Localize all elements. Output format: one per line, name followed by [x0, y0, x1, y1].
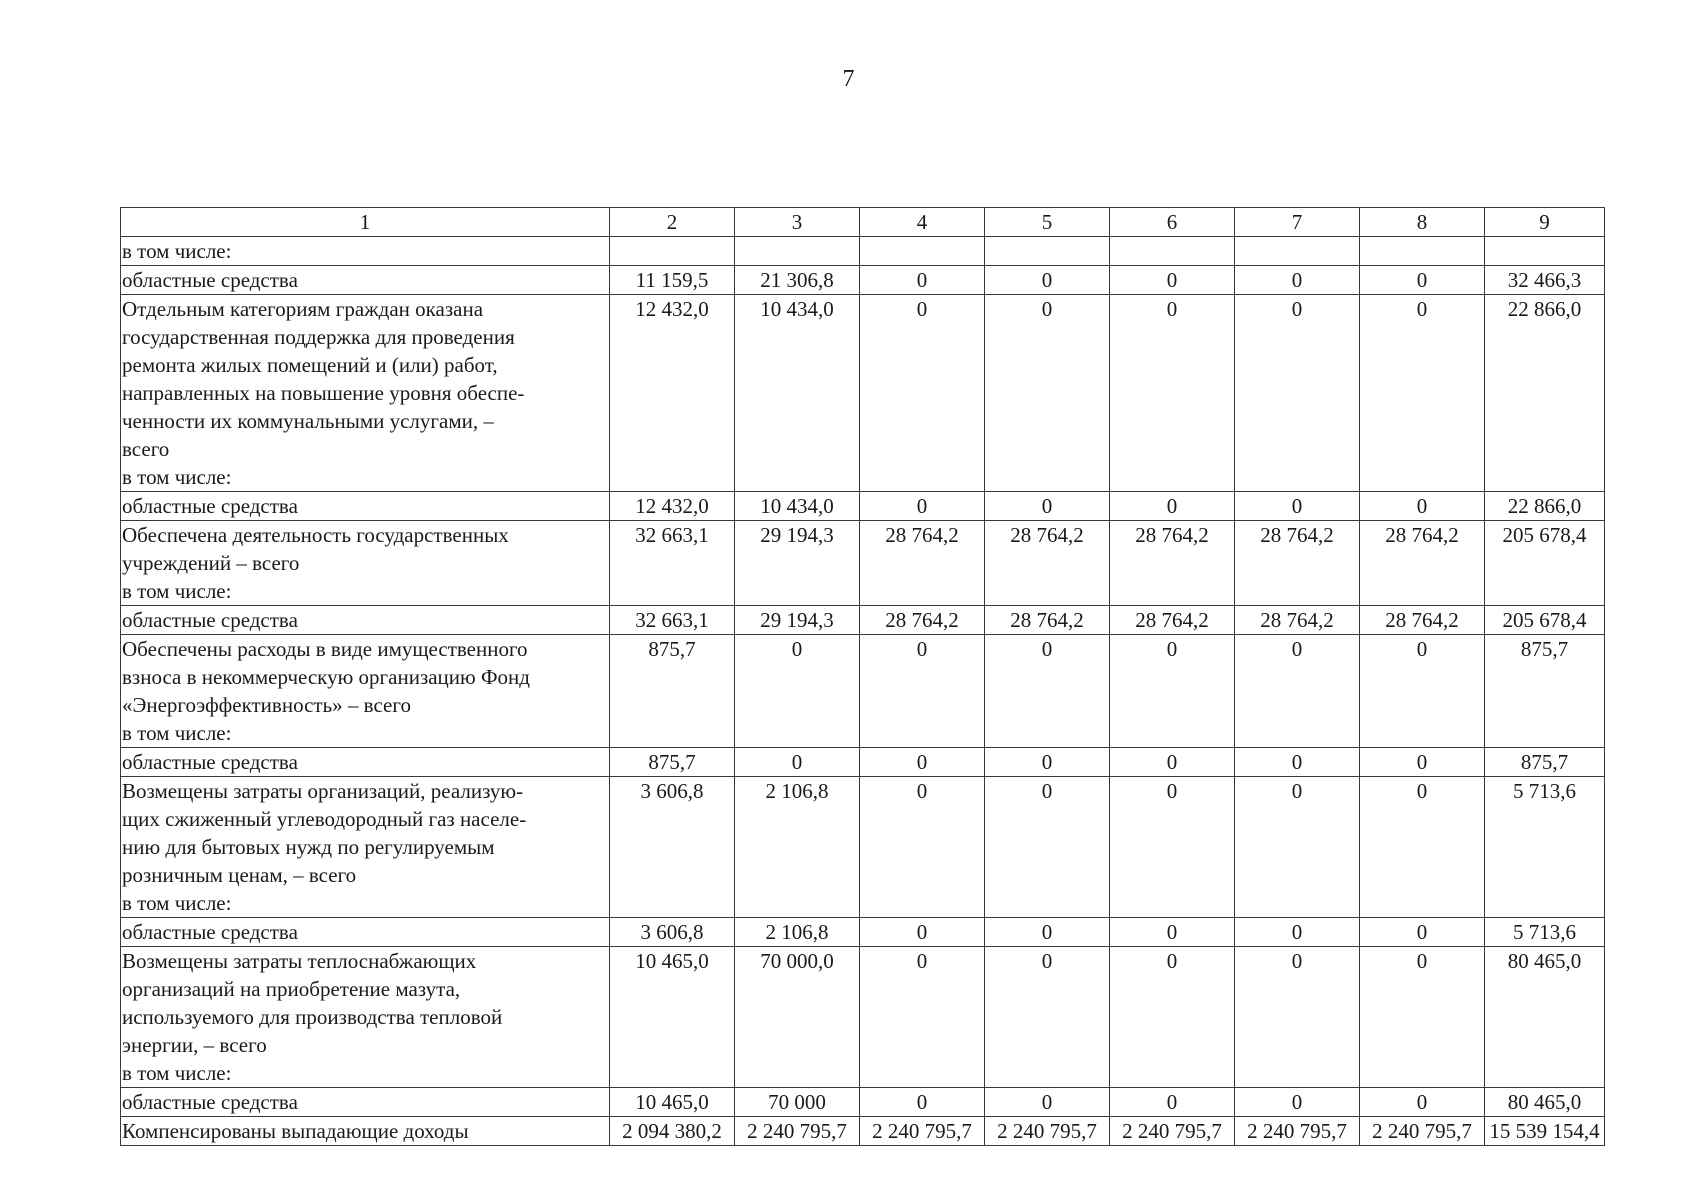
- value-cell: 0: [1235, 947, 1360, 1088]
- value-cell: 0: [1360, 492, 1485, 521]
- value-cell: 0: [860, 635, 985, 748]
- row-label: областные средства: [121, 918, 610, 947]
- value-cell: 0: [1360, 1088, 1485, 1117]
- value-cell: 0: [985, 777, 1110, 918]
- value-cell: 28 764,2: [860, 606, 985, 635]
- table-row: [121, 777, 1605, 918]
- value-cell: 0: [1235, 748, 1360, 777]
- value-cell: 70 000,0: [735, 947, 860, 1088]
- value-cell: 29 194,3: [735, 606, 860, 635]
- value-cell: 22 866,0: [1485, 295, 1605, 492]
- value-cell: 0: [1360, 635, 1485, 748]
- value-cell: 10 434,0: [735, 295, 860, 492]
- value-cell: [985, 237, 1110, 266]
- column-header: 7: [1235, 208, 1360, 237]
- row-label: Отдельным категориям граждан оказана государственная поддержка для проведения ремонта жилых помещений и (или) работ, направленных на повышение уровня обеспе- ченности их коммунальными услугами, – всего в том числе:: [121, 295, 610, 492]
- value-cell: 15 539 154,4: [1485, 1117, 1605, 1146]
- value-cell: 0: [985, 918, 1110, 947]
- value-cell: 12 432,0: [610, 492, 735, 521]
- value-cell: 12 432,0: [610, 295, 735, 492]
- value-cell: 0: [1360, 748, 1485, 777]
- value-cell: 0: [860, 266, 985, 295]
- value-cell: 0: [985, 1088, 1110, 1117]
- value-cell: 0: [985, 748, 1110, 777]
- value-cell: 10 465,0: [610, 947, 735, 1088]
- value-cell: 2 240 795,7: [1110, 1117, 1235, 1146]
- table-row: [121, 606, 1605, 635]
- row-label: Возмещены затраты организаций, реализую- щих сжиженный углеводородный газ населе- нию для бытовых нужд по регулируемым розничным ценам, – всего в том числе:: [121, 777, 610, 918]
- row-label: областные средства: [121, 1088, 610, 1117]
- value-cell: 0: [1235, 777, 1360, 918]
- table-row: [121, 1088, 1605, 1117]
- value-cell: 0: [1110, 918, 1235, 947]
- value-cell: 0: [1110, 947, 1235, 1088]
- table-row: [121, 492, 1605, 521]
- value-cell: 10 465,0: [610, 1088, 735, 1117]
- column-header-row: [121, 208, 1605, 237]
- value-cell: 0: [985, 295, 1110, 492]
- value-cell: 0: [1235, 266, 1360, 295]
- row-label: областные средства: [121, 492, 610, 521]
- value-cell: 2 240 795,7: [1235, 1117, 1360, 1146]
- value-cell: 205 678,4: [1485, 521, 1605, 606]
- value-cell: [1235, 237, 1360, 266]
- value-cell: 0: [860, 492, 985, 521]
- value-cell: 0: [1360, 295, 1485, 492]
- value-cell: 0: [985, 635, 1110, 748]
- value-cell: 0: [1110, 635, 1235, 748]
- column-header: 9: [1485, 208, 1605, 237]
- value-cell: 0: [860, 777, 985, 918]
- value-cell: 0: [735, 635, 860, 748]
- value-cell: 0: [1235, 635, 1360, 748]
- value-cell: 2 240 795,7: [985, 1117, 1110, 1146]
- value-cell: 29 194,3: [735, 521, 860, 606]
- value-cell: 28 764,2: [1110, 521, 1235, 606]
- table-row: [121, 947, 1605, 1088]
- value-cell: 10 434,0: [735, 492, 860, 521]
- value-cell: 5 713,6: [1485, 777, 1605, 918]
- value-cell: 0: [860, 918, 985, 947]
- value-cell: 0: [735, 748, 860, 777]
- value-cell: 11 159,5: [610, 266, 735, 295]
- value-cell: 0: [985, 492, 1110, 521]
- value-cell: 5 713,6: [1485, 918, 1605, 947]
- column-header: 8: [1360, 208, 1485, 237]
- table-row: [121, 521, 1605, 606]
- value-cell: 0: [1110, 748, 1235, 777]
- value-cell: 0: [1235, 492, 1360, 521]
- value-cell: 0: [1235, 295, 1360, 492]
- column-header: 1: [121, 208, 610, 237]
- table-row: [121, 237, 1605, 266]
- value-cell: 875,7: [1485, 748, 1605, 777]
- row-label: областные средства: [121, 748, 610, 777]
- column-header: 5: [985, 208, 1110, 237]
- value-cell: [1360, 237, 1485, 266]
- column-header: 4: [860, 208, 985, 237]
- table-row: [121, 918, 1605, 947]
- value-cell: 0: [1110, 1088, 1235, 1117]
- row-label: областные средства: [121, 266, 610, 295]
- value-cell: 70 000: [735, 1088, 860, 1117]
- value-cell: [735, 237, 860, 266]
- value-cell: 0: [985, 266, 1110, 295]
- value-cell: [610, 237, 735, 266]
- table-row: [121, 635, 1605, 748]
- row-label: Возмещены затраты теплоснабжающих организаций на приобретение мазута, используемого для производства тепловой энергии, – всего в том числе:: [121, 947, 610, 1088]
- value-cell: 2 240 795,7: [860, 1117, 985, 1146]
- value-cell: 0: [1110, 777, 1235, 918]
- value-cell: 22 866,0: [1485, 492, 1605, 521]
- value-cell: 28 764,2: [1360, 521, 1485, 606]
- value-cell: 0: [860, 1088, 985, 1117]
- value-cell: 0: [1235, 1088, 1360, 1117]
- value-cell: 28 764,2: [860, 521, 985, 606]
- row-label: Обеспечена деятельность государственных учреждений – всего в том числе:: [121, 521, 610, 606]
- value-cell: [1110, 237, 1235, 266]
- value-cell: 0: [1110, 492, 1235, 521]
- value-cell: 0: [860, 295, 985, 492]
- value-cell: [860, 237, 985, 266]
- row-label: в том числе:: [121, 237, 610, 266]
- value-cell: 0: [1235, 918, 1360, 947]
- table-body: [121, 237, 1605, 1146]
- value-cell: 21 306,8: [735, 266, 860, 295]
- column-header: 2: [610, 208, 735, 237]
- value-cell: 875,7: [610, 635, 735, 748]
- value-cell: 2 094 380,2: [610, 1117, 735, 1146]
- value-cell: 2 106,8: [735, 777, 860, 918]
- value-cell: 80 465,0: [1485, 947, 1605, 1088]
- value-cell: 32 466,3: [1485, 266, 1605, 295]
- column-header: 3: [735, 208, 860, 237]
- value-cell: 0: [1360, 947, 1485, 1088]
- column-header: 6: [1110, 208, 1235, 237]
- value-cell: 0: [1110, 266, 1235, 295]
- value-cell: 0: [860, 748, 985, 777]
- table-row: [121, 295, 1605, 492]
- value-cell: 0: [1360, 266, 1485, 295]
- value-cell: 205 678,4: [1485, 606, 1605, 635]
- table-row: [121, 1117, 1605, 1146]
- value-cell: 0: [860, 947, 985, 1088]
- value-cell: 80 465,0: [1485, 1088, 1605, 1117]
- value-cell: 28 764,2: [1110, 606, 1235, 635]
- table-row: [121, 748, 1605, 777]
- row-label: Компенсированы выпадающие доходы: [121, 1117, 610, 1146]
- value-cell: 32 663,1: [610, 521, 735, 606]
- value-cell: 28 764,2: [1235, 606, 1360, 635]
- value-cell: 0: [1360, 918, 1485, 947]
- value-cell: [1485, 237, 1605, 266]
- value-cell: 28 764,2: [985, 521, 1110, 606]
- page-number: 7: [842, 66, 855, 92]
- value-cell: 32 663,1: [610, 606, 735, 635]
- value-cell: 2 106,8: [735, 918, 860, 947]
- value-cell: 2 240 795,7: [1360, 1117, 1485, 1146]
- value-cell: 0: [1110, 295, 1235, 492]
- value-cell: 3 606,8: [610, 777, 735, 918]
- table-row: [121, 266, 1605, 295]
- value-cell: 0: [1360, 777, 1485, 918]
- value-cell: 0: [985, 947, 1110, 1088]
- value-cell: 28 764,2: [985, 606, 1110, 635]
- budget-table: [120, 207, 1605, 1146]
- value-cell: 875,7: [1485, 635, 1605, 748]
- value-cell: 28 764,2: [1235, 521, 1360, 606]
- row-label: областные средства: [121, 606, 610, 635]
- row-label: Обеспечены расходы в виде имущественного взноса в некоммерческую организацию Фонд «Энергоэффективность» – всего в том числе:: [121, 635, 610, 748]
- value-cell: 3 606,8: [610, 918, 735, 947]
- value-cell: 28 764,2: [1360, 606, 1485, 635]
- value-cell: 875,7: [610, 748, 735, 777]
- value-cell: 2 240 795,7: [735, 1117, 860, 1146]
